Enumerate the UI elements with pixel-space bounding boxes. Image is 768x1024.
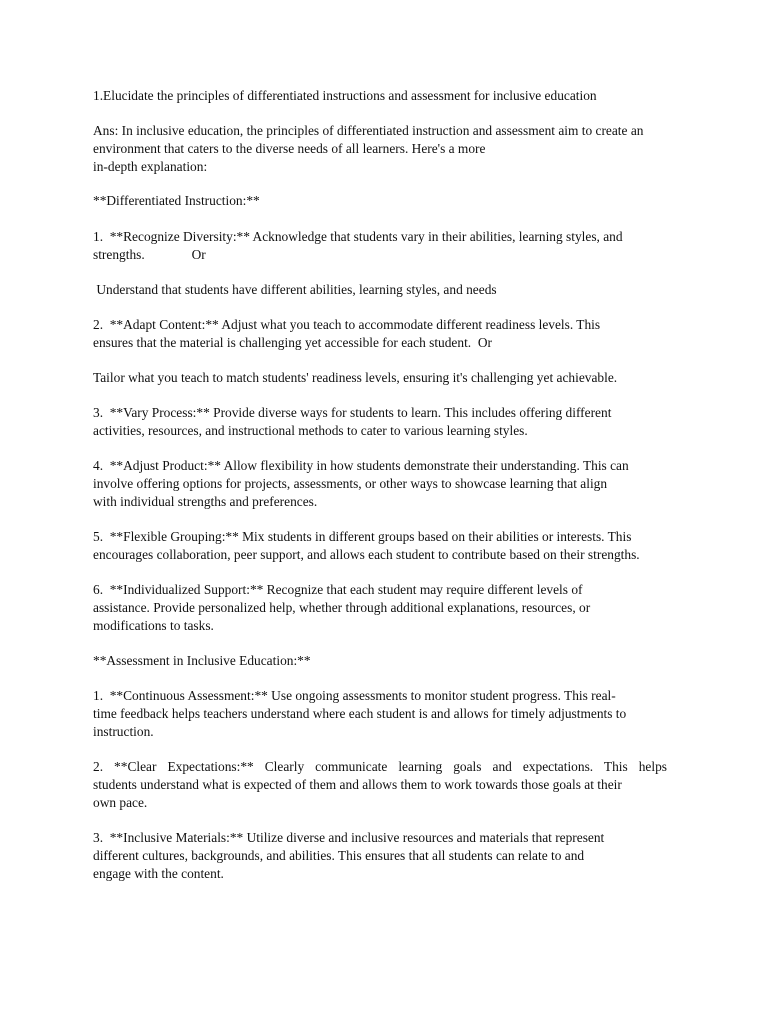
instruction-item-line: with individual strengths and preferences.: [93, 494, 318, 509]
assessment-item-line: students understand what is expected of them and allows them to work towards those goals at their: [93, 777, 622, 792]
answer-line: environment that caters to the diverse needs of all learners. Here's a more: [93, 141, 486, 156]
assessment-item-line: engage with the content.: [93, 866, 224, 881]
instruction-item-line: 2. **Adapt Content:** Adjust what you teach to accommodate different readiness levels. This: [93, 317, 601, 332]
instruction-item-line: 4. **Adjust Product:** Allow flexibility in how students demonstrate their understanding. This can: [93, 458, 629, 473]
instruction-item-line: strengths. Or: [93, 247, 206, 262]
instruction-item-line: assistance. Provide personalized help, whether through additional explanations, resources, or: [93, 600, 591, 615]
assessment-item-line: time feedback helps teachers understand where each student is and allows for timely adjustments to: [93, 706, 627, 721]
section-heading-instruction: **Differentiated Instruction:**: [93, 193, 260, 208]
instruction-item-line: encourages collaboration, peer support, and allows each student to contribute based on their strengths.: [93, 547, 640, 562]
instruction-item-line: 6. **Individualized Support:** Recognize that each student may require different levels of: [93, 582, 583, 597]
question-line: 1.Elucidate the principles of differentiated instructions and assessment for inclusive education: [93, 88, 597, 103]
assessment-item-line: 3. **Inclusive Materials:** Utilize diverse and inclusive resources and materials that represent: [93, 830, 605, 845]
instruction-item-alternative: Understand that students have different abilities, learning styles, and needs: [93, 282, 497, 297]
assessment-item-line: instruction.: [93, 724, 154, 739]
instruction-item-line: 3. **Vary Process:** Provide diverse ways for students to learn. This includes offering different: [93, 405, 612, 420]
assessment-item-line: own pace.: [93, 795, 148, 810]
answer-line: in-depth explanation:: [93, 159, 208, 174]
instruction-item-line: ensures that the material is challenging yet accessible for each student. Or: [93, 335, 492, 350]
assessment-item-line: 2. **Clear Expectations:** Clearly communicate learning goals and expectations. This helps: [93, 759, 667, 774]
instruction-item-line: modifications to tasks.: [93, 618, 214, 633]
instruction-item-alternative: Tailor what you teach to match students' readiness levels, ensuring it's challenging yet achievable.: [93, 370, 618, 385]
assessment-item-line: 1. **Continuous Assessment:** Use ongoing assessments to monitor student progress. This real-: [93, 688, 616, 703]
assessment-item-line: different cultures, backgrounds, and abilities. This ensures that all students can relate to and: [93, 848, 585, 863]
instruction-item-line: 1. **Recognize Diversity:** Acknowledge that students vary in their abilities, learning styles, and: [93, 229, 623, 244]
instruction-item-line: involve offering options for projects, assessments, or other ways to showcase learning that align: [93, 476, 608, 491]
section-heading-assessment: **Assessment in Inclusive Education:**: [93, 653, 311, 668]
answer-line: Ans: In inclusive education, the principles of differentiated instruction and assessment aim to create an: [93, 123, 644, 138]
instruction-item-line: activities, resources, and instructional methods to cater to various learning styles.: [93, 423, 528, 438]
instruction-item-line: 5. **Flexible Grouping:** Mix students in different groups based on their abilities or interests. This: [93, 529, 632, 544]
